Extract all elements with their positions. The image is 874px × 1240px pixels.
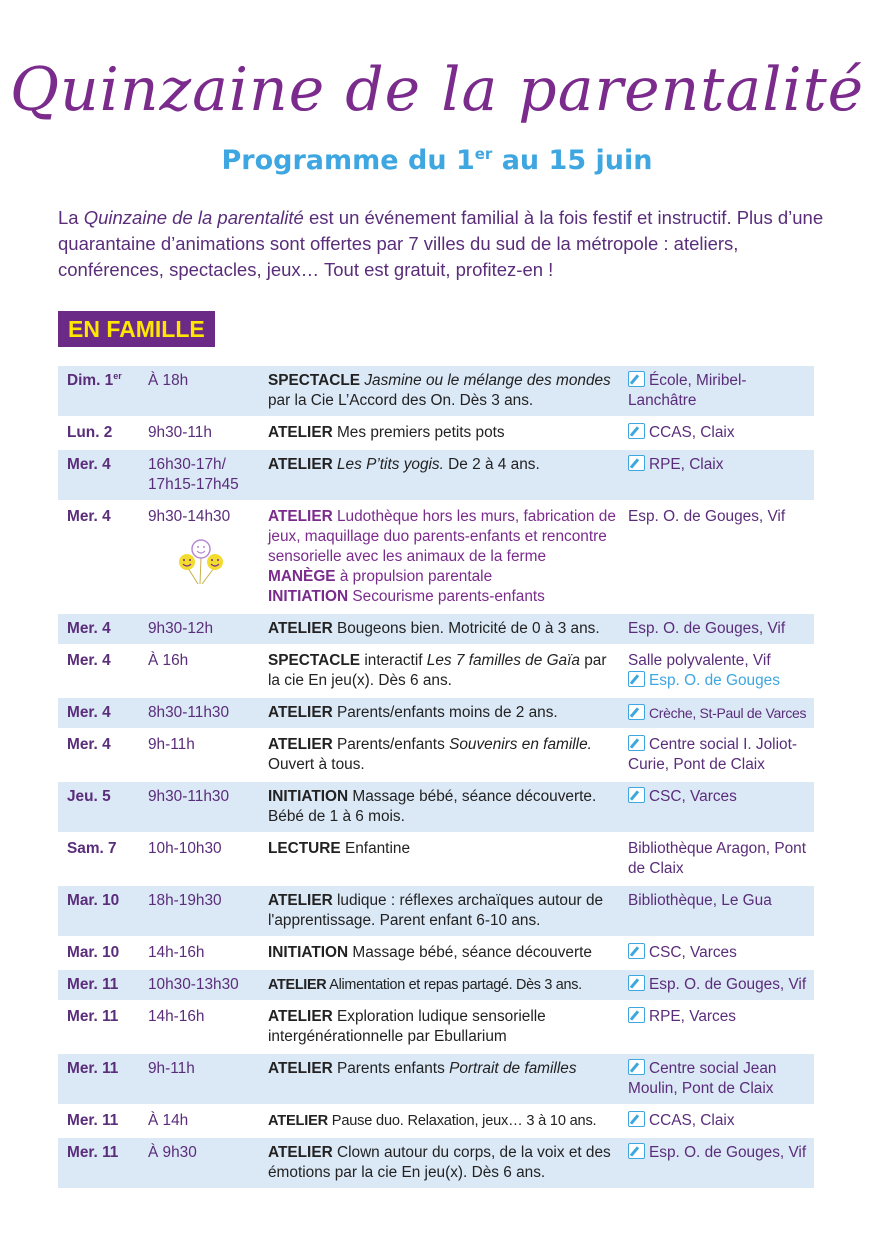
page-title: Quinzaine de la parentalité — [9, 55, 865, 125]
row-time: À 14h — [148, 1112, 189, 1129]
row-keyword: SPECTACLE — [268, 372, 361, 389]
row-description — [268, 423, 620, 443]
row-keyword: LECTURE — [268, 840, 341, 857]
row-text: ludique : réflexes archaïques autour de l'apprentissage. Parent enfant 6-10 ans. — [268, 892, 604, 929]
row-day: Mer. 4 — [67, 652, 111, 669]
row-text: Mes premiers petits pots — [332, 424, 505, 441]
edit-pencil-icon — [628, 455, 645, 471]
row-time: À 18h — [148, 372, 189, 389]
program-row — [58, 834, 814, 886]
row-day-text: Dim. 1 — [67, 372, 114, 389]
row-text: De 2 à 4 ans. — [443, 456, 540, 473]
row-title: Souvenirs en famille. — [449, 736, 592, 753]
row-text: Parents/enfants — [332, 736, 450, 753]
row-text: Parents/enfants moins de 2 ans. — [332, 704, 558, 721]
row-time: À 16h — [148, 652, 189, 669]
row-keyword: ATELIER — [268, 456, 333, 473]
edit-pencil-icon — [628, 787, 645, 803]
smiley-balloons-icon — [176, 538, 226, 586]
row-text: par la Cie L’Accord des On. Dès 3 ans. — [268, 392, 534, 409]
program-row — [58, 1054, 814, 1106]
row-description — [268, 371, 620, 411]
row-day: Mer. 11 — [67, 1144, 119, 1161]
row-description — [268, 1059, 620, 1099]
row-time: 10h-10h30 — [148, 840, 222, 857]
edit-pencil-icon — [628, 1059, 645, 1075]
row-place — [620, 455, 814, 495]
row-place: Esp. O. de Gouges, Vif — [628, 620, 786, 637]
row-place-text: CSC, Varces — [649, 944, 737, 961]
row-place-text: Esp. O. de Gouges — [649, 672, 780, 689]
edit-pencil-icon — [628, 704, 645, 720]
row-description — [268, 455, 620, 495]
row-keyword: ATELIER — [268, 620, 333, 637]
row-place-text: CSC, Varces — [649, 788, 737, 805]
row-title: Les P’tits yogis. — [332, 456, 444, 473]
program-row — [58, 938, 814, 970]
row-place — [620, 735, 814, 775]
row-text: Enfantine — [340, 840, 410, 857]
row-description — [268, 507, 620, 607]
row-description — [268, 735, 620, 775]
row-time: 16h30-17h/ 17h15-17h45 — [148, 456, 239, 493]
row-day: Mer. 4 — [67, 620, 111, 637]
row-day: Jeu. 5 — [67, 788, 111, 805]
row-text: Massage bébé, séance découverte. Bébé de 1 à 6 mois. — [268, 788, 597, 825]
row-description — [268, 1007, 620, 1047]
row-description — [268, 651, 620, 691]
subtitle-end: au 15 juin — [492, 145, 653, 176]
row-time: 8h30-11h30 — [148, 704, 230, 721]
edit-pencil-icon — [628, 1111, 645, 1127]
row-text: Ludothèque hors les murs, fabrication de jeux, maquillage duo parents-enfants et rencontre sensorielle avec les animaux de la ferme — [268, 508, 616, 565]
row-day: Mer. 11 — [67, 1060, 119, 1077]
row-keyword: ATELIER — [268, 1144, 333, 1161]
row-title: Portrait de familles — [449, 1060, 577, 1077]
row-place: Esp. O. de Gouges, Vif — [628, 508, 786, 525]
edit-pencil-icon — [628, 423, 645, 439]
row-place — [620, 371, 814, 411]
intro-paragraph — [58, 205, 828, 283]
edit-pencil-icon — [628, 735, 645, 751]
row-place: Bibliothèque Aragon, Pont de Claix — [628, 840, 806, 877]
row-text: Secourisme parents-enfants — [348, 588, 545, 605]
row-time: À 9h30 — [148, 1144, 197, 1161]
row-text: Massage bébé, séance découverte — [348, 944, 592, 961]
row-keyword: INITIATION — [268, 788, 349, 805]
row-keyword: ATELIER — [268, 704, 333, 721]
program-table — [58, 366, 814, 1190]
row-keyword: ATELIER — [268, 1113, 328, 1129]
row-day: Mer. 11 — [67, 1112, 119, 1129]
row-time: 9h-11h — [148, 1060, 195, 1077]
program-row — [58, 646, 814, 698]
row-place-text: École, Miribel-Lanchâtre — [628, 372, 747, 409]
edit-pencil-icon — [628, 371, 645, 387]
row-time: 9h-11h — [148, 736, 195, 753]
row-text: par la cie En jeu(x). Dès 6 ans. — [268, 652, 607, 689]
row-place — [620, 787, 814, 827]
program-row — [58, 1138, 814, 1190]
program-row — [58, 698, 814, 730]
row-text: Clown autour du corps, de la voix et des émotions par la cie En jeu(x). Dès 6 ans. — [268, 1144, 611, 1181]
edit-pencil-icon — [628, 975, 645, 991]
row-day — [58, 371, 140, 411]
row-place — [620, 651, 814, 691]
row-place-text: Crèche, St-Paul de Varces — [649, 705, 807, 721]
subtitle-superscript: er — [474, 145, 493, 163]
row-title: Jasmine ou le mélange des mondes — [364, 372, 611, 389]
row-time: 9h30-11h30 — [148, 788, 230, 805]
row-keyword: ATELIER — [268, 1060, 333, 1077]
edit-pencil-icon — [628, 943, 645, 959]
row-place-text: RPE, Varces — [649, 1008, 736, 1025]
row-title: Les 7 familles de Gaïa — [426, 652, 580, 669]
row-day: Mar. 10 — [67, 892, 120, 909]
row-place-text: CCAS, Claix — [649, 424, 735, 441]
row-day-superscript: er — [113, 370, 122, 381]
program-row — [58, 418, 814, 450]
row-place-text: Centre social Jean Moulin, Pont de Claix — [628, 1060, 777, 1097]
program-row — [58, 886, 814, 938]
row-description — [268, 619, 620, 639]
program-row — [58, 970, 814, 1002]
program-row — [58, 502, 814, 614]
row-place — [620, 1111, 814, 1131]
row-day: Mer. 4 — [67, 508, 111, 525]
row-place — [620, 1059, 814, 1099]
program-row — [58, 614, 814, 646]
row-day: Mar. 10 — [67, 944, 120, 961]
program-row — [58, 1002, 814, 1054]
row-keyword: INITIATION — [268, 588, 349, 605]
row-day: Mer. 4 — [67, 456, 111, 473]
intro-rest: est un événement familial à la fois festif et instructif. Plus d’une quarantaine d’animations sont offertes par 7 villes du sud de la métropole : ateliers, conférences, spectacles, jeux… Tout est gratuit, profitez-en ! — [58, 207, 824, 280]
row-description — [268, 703, 620, 723]
row-place-text: Centre social I. Joliot-Curie, Pont de Claix — [628, 736, 797, 773]
row-description — [268, 787, 620, 827]
row-day: Sam. 7 — [67, 840, 117, 857]
row-day: Mer. 11 — [67, 1008, 119, 1025]
program-row — [58, 450, 814, 502]
row-time — [140, 507, 268, 607]
program-row — [58, 366, 814, 418]
program-row — [58, 782, 814, 834]
row-keyword: ATELIER — [268, 977, 327, 993]
row-time: 14h-16h — [148, 1008, 205, 1025]
row-description — [268, 1143, 620, 1183]
page-subtitle — [0, 143, 874, 179]
row-day: Mer. 4 — [67, 736, 111, 753]
row-text: à propulsion parentale — [335, 568, 493, 585]
row-keyword: MANÈGE — [268, 568, 336, 585]
row-time: 10h30-13h30 — [148, 976, 239, 993]
row-place — [620, 423, 814, 443]
row-description — [268, 891, 620, 931]
row-description — [268, 1111, 620, 1131]
row-keyword: ATELIER — [268, 892, 333, 909]
row-day: Lun. 2 — [67, 424, 113, 441]
row-keyword: ATELIER — [268, 1008, 333, 1025]
row-text: Alimentation et repas partagé. Dès 3 ans. — [326, 977, 582, 993]
row-place — [620, 943, 814, 963]
edit-pencil-icon — [628, 1007, 645, 1023]
row-day: Mer. 11 — [67, 976, 119, 993]
row-day: Mer. 4 — [67, 704, 111, 721]
edit-pencil-icon — [628, 1143, 645, 1159]
row-time: 14h-16h — [148, 944, 205, 961]
row-place-text: Esp. O. de Gouges, Vif — [649, 1144, 807, 1161]
row-text: Bougeons bien. Motricité de 0 à 3 ans. — [332, 620, 600, 637]
row-description — [268, 975, 620, 995]
subtitle-start: Programme du 1 — [221, 145, 475, 176]
section-badge-en-famille: EN FAMILLE — [58, 311, 215, 347]
row-place-text: Salle polyvalente, Vif — [628, 652, 771, 669]
row-text: Pause duo. Relaxation, jeux… 3 à 10 ans. — [327, 1113, 597, 1129]
row-text: Parents enfants — [332, 1060, 450, 1077]
row-keyword: INITIATION — [268, 944, 349, 961]
row-description — [268, 943, 620, 963]
program-row — [58, 1106, 814, 1138]
row-keyword: ATELIER — [268, 508, 333, 525]
row-text: Exploration ludique sensorielle intergénérationnelle par Ebullarium — [268, 1008, 546, 1045]
row-keyword: SPECTACLE — [268, 652, 361, 669]
row-place — [620, 1007, 814, 1047]
row-keyword: ATELIER — [268, 424, 333, 441]
row-keyword: ATELIER — [268, 736, 333, 753]
edit-pencil-icon — [628, 671, 645, 687]
row-place-text: Esp. O. de Gouges, Vif — [649, 976, 807, 993]
row-text: Ouvert à tous. — [268, 756, 365, 773]
intro-event-name: Quinzaine de la parentalité — [83, 207, 304, 228]
row-place — [620, 1143, 814, 1183]
row-time: 9h30-11h — [148, 424, 212, 441]
program-row — [58, 730, 814, 782]
row-place — [620, 975, 814, 995]
row-text: interactif — [360, 652, 427, 669]
row-time: 9h30-12h — [148, 620, 214, 637]
row-place-text: RPE, Claix — [649, 456, 724, 473]
row-place — [620, 703, 814, 723]
row-place: Bibliothèque, Le Gua — [628, 892, 772, 909]
row-time: 18h-19h30 — [148, 892, 222, 909]
row-time-text: 9h30-14h30 — [148, 508, 231, 525]
intro-start: La — [58, 207, 84, 228]
row-description — [268, 839, 620, 879]
row-place-text: CCAS, Claix — [649, 1112, 735, 1129]
